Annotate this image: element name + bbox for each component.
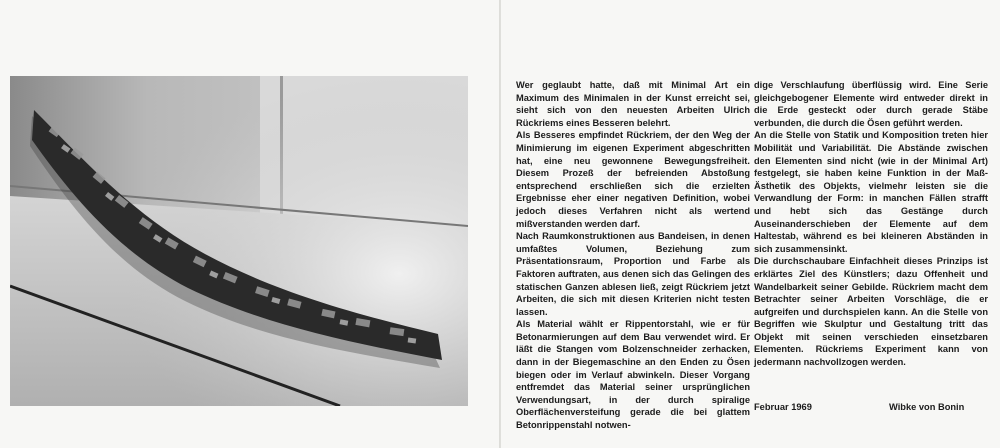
author-name: Wibke von Bonin [889,402,965,412]
sculpture-photo [10,76,468,406]
text-column-right [754,79,988,369]
paragraph: An die Stelle von Statik und Komposition treten hier Mobilität und Variabilität. Die Abstände zwischen den Elementen sind nicht (wie in der Minimal Art) festgelegt, sie haben keine Funktion in der Maß-Ästhetik des Objekts, vielmehr leisten sie die Verwandlung der Form: in manchen Fällen strafft und hebt sich das Gestänge durch Auseinanderschieben der Elemente auf dem Haltestab, während es bei kleineren Abständen in sich zusammensinkt. [754,130,988,254]
paragraph: Als Material wählt er Rippentorstahl, wie er für Betonarmierungen auf dem Bau verwendet wird. Er läßt die Stangen vom Bolzenschneider zerhacken, dann in der Biegemaschine an den Enden zu Ösen biegen oder im Verlauf abwinkeln. Dieser Vorgang entfremdet das Material seiner ursprünglichen Verwendungsart, in der durch spiralige Oberflächenversteifung gerade die bei glattem Betonrippenstahl notwen- [516,319,750,431]
page-fold [499,0,501,448]
paragraph: Nach Raumkonstruktionen aus Bandeisen, in denen umfaßtes Volumen, Beziehung zum Präsentationsraum, Proportion und Farbe als Faktoren auftraten, aus denen sich das Gelingen des statischen Ganzen ablesen ließ, zeigt Rückriem jetzt Arbeiten, die sich mit diesen Kriterien nicht testen lassen. [516,231,750,317]
photo-illustration [10,76,468,406]
text-column-left [516,79,750,432]
paragraph: Als Besseres empfindet Rückriem, der den Weg der Minimierung im eigenen Experiment abgeschritten hat, eine neu gewonnene Bewegungsfreiheit. Diesem Prozeß der befreienden Abstoßung entsprechend erschließen sich die erzielten Ergebnisse eher einer negativen Definition, wobei jedoch dieses Verfahren nicht als wertend mißverstanden werden darf. [516,130,750,229]
paragraph: Wer geglaubt hatte, daß mit Minimal Art ein Maximum des Minimalen in der Kunst erreicht sei, sieht sich von den neuesten Arbeiten Ulrich Rückriems eines Besseren belehrt. [516,80,750,128]
paragraph: Die durchschaubare Einfachheit dieses Prinzips ist erklärtes Ziel des Künstlers; dazu Offenheit und Wandelbarkeit seiner Gebilde. Rückriem macht dem Betrachter seiner Arbeiten Vorschläge, die er aufgreifen und durchspielen kann. An die Stelle von Begriffen wie Skulptur und Gestaltung tritt das Objekt mit seinen verschieden einsetzbaren Elementen. Rückriems Experiment kann von jedermann nachvollzogen werden. [754,256,988,368]
publication-date: Februar 1969 [754,402,812,412]
paragraph: dige Verschlaufung überflüssig wird. Eine Serie gleichgebogener Elemente wird entweder direkt in die Erde gesteckt oder durch gerade Stäbe verbunden, die durch die Ösen geführt werden. [754,80,988,128]
